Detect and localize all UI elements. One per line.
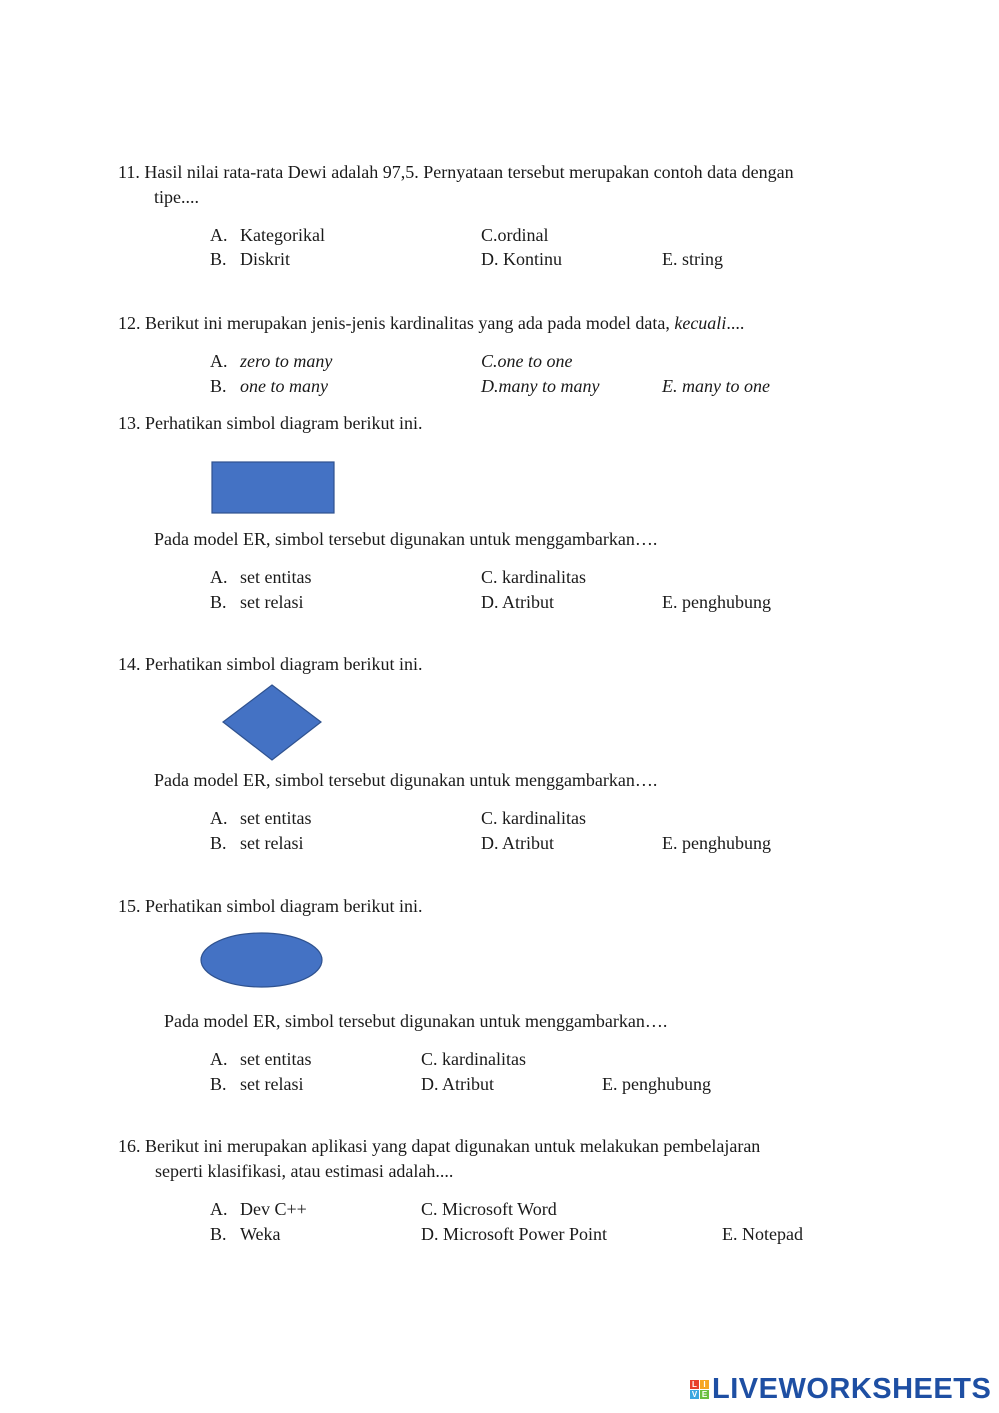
q14-option-e[interactable]: E. penghubung xyxy=(662,833,771,853)
q15-option-a-letter: A. xyxy=(210,1049,228,1069)
q12-option-b-letter: B. xyxy=(210,376,227,396)
question-12-text xyxy=(118,312,744,334)
question-14-text: 14. Perhatikan simbol diagram berikut ini. xyxy=(118,654,423,674)
question-13-text: 13. Perhatikan simbol diagram berikut ini. xyxy=(118,413,423,433)
live-letter-i: I xyxy=(700,1380,709,1389)
logo-text: LIVEWORKSHEETS xyxy=(712,1373,992,1405)
q16-option-b[interactable]: Weka xyxy=(240,1224,281,1244)
q14-option-b-letter: B. xyxy=(210,833,227,853)
q13-option-d[interactable]: D. Atribut xyxy=(481,592,555,612)
q14-option-c[interactable]: C. kardinalitas xyxy=(481,808,586,828)
question-12-main: 12. Berikut ini merupakan jenis-jenis kardinalitas yang ada pada model data, xyxy=(118,313,675,333)
q16-option-a[interactable]: Dev C++ xyxy=(240,1199,307,1219)
q15-option-e[interactable]: E. penghubung xyxy=(602,1074,711,1094)
question-16-line2: seperti klasifikasi, atau estimasi adalah.... xyxy=(155,1161,454,1181)
question-15-text: 15. Perhatikan simbol diagram berikut ini. xyxy=(118,896,423,916)
question-15-prompt: Pada model ER, simbol tersebut digunakan untuk menggambarkan…. xyxy=(164,1011,668,1031)
q11-option-d[interactable]: D. Kontinu xyxy=(481,249,562,269)
question-12-emphasis: kecuali xyxy=(674,313,727,333)
q14-option-a-letter: A. xyxy=(210,808,228,828)
q11-option-a-letter: A. xyxy=(210,225,228,245)
question-12-tail: .... xyxy=(726,313,745,333)
live-letter-l: L xyxy=(690,1380,699,1389)
live-letter-e: E xyxy=(701,1389,708,1399)
q15-option-b[interactable]: set relasi xyxy=(240,1074,304,1094)
q11-option-a[interactable]: Kategorikal xyxy=(240,225,325,245)
question-11-line1: 11. Hasil nilai rata-rata Dewi adalah 97,5. Pernyataan tersebut merupakan contoh data dengan xyxy=(118,162,794,182)
question-16-text xyxy=(118,1134,878,1184)
q16-option-d[interactable]: D. Microsoft Power Point xyxy=(421,1224,607,1244)
ellipse-symbol xyxy=(199,931,324,989)
q12-option-a[interactable]: zero to many xyxy=(240,351,333,371)
q16-option-e[interactable]: E. Notepad xyxy=(722,1224,803,1244)
question-16-line1: 16. Berikut ini merupakan aplikasi yang dapat digunakan untuk melakukan pembelajaran xyxy=(118,1136,761,1156)
rectangle-symbol xyxy=(211,461,337,515)
q13-option-e[interactable]: E. penghubung xyxy=(662,592,771,612)
liveworksheets-logo xyxy=(690,1372,991,1406)
q13-option-a[interactable]: set entitas xyxy=(240,567,312,587)
q13-option-b-letter: B. xyxy=(210,592,227,612)
question-13-prompt: Pada model ER, simbol tersebut digunakan untuk menggambarkan…. xyxy=(154,529,658,549)
live-letter-v: V xyxy=(691,1389,698,1399)
q11-option-e[interactable]: E. string xyxy=(662,249,723,269)
question-11-line2: tipe.... xyxy=(154,187,199,207)
q15-option-c[interactable]: C. kardinalitas xyxy=(421,1049,526,1069)
q15-option-b-letter: B. xyxy=(210,1074,227,1094)
q12-option-d[interactable]: D.many to many xyxy=(481,376,600,396)
q16-option-b-letter: B. xyxy=(210,1224,227,1244)
q15-option-a[interactable]: set entitas xyxy=(240,1049,312,1069)
q16-option-c[interactable]: C. Microsoft Word xyxy=(421,1199,557,1219)
q16-option-a-letter: A. xyxy=(210,1199,228,1219)
diamond-symbol xyxy=(221,683,323,763)
live-icon xyxy=(690,1380,709,1399)
question-14-prompt: Pada model ER, simbol tersebut digunakan untuk menggambarkan…. xyxy=(154,770,658,790)
q13-option-a-letter: A. xyxy=(210,567,228,587)
q11-option-c[interactable]: C.ordinal xyxy=(481,225,549,245)
q14-option-a[interactable]: set entitas xyxy=(240,808,312,828)
q13-option-c[interactable]: C. kardinalitas xyxy=(481,567,586,587)
q14-option-d[interactable]: D. Atribut xyxy=(481,833,555,853)
q13-option-b[interactable]: set relasi xyxy=(240,592,304,612)
q11-option-b[interactable]: Diskrit xyxy=(240,249,291,269)
q12-option-e[interactable]: E. many to one xyxy=(662,376,770,396)
q14-option-b[interactable]: set relasi xyxy=(240,833,304,853)
q12-option-c[interactable]: C.one to one xyxy=(481,351,573,371)
question-11-text xyxy=(118,160,878,210)
q12-option-a-letter: A. xyxy=(210,351,228,371)
q12-option-b[interactable]: one to many xyxy=(240,376,328,396)
q11-option-b-letter: B. xyxy=(210,249,227,269)
q15-option-d[interactable]: D. Atribut xyxy=(421,1074,495,1094)
